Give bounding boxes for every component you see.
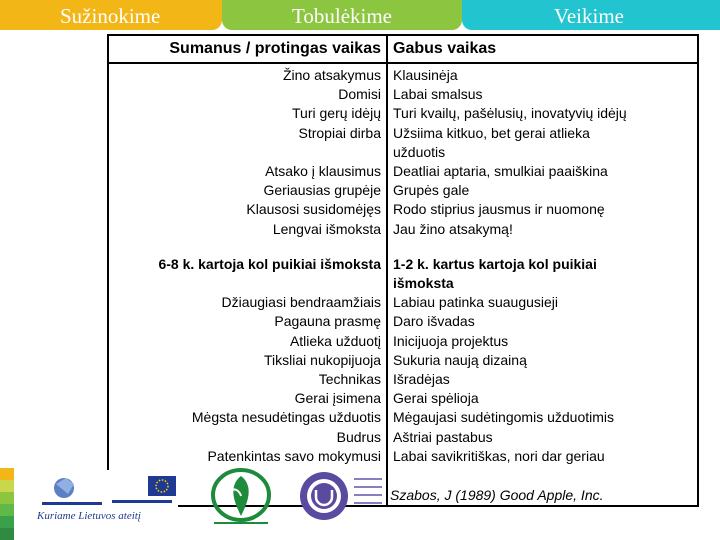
list-item: Budrus	[336, 428, 381, 445]
section-title: išmoksta	[393, 275, 454, 292]
table-row	[108, 63, 698, 506]
list-item: Inicijuoja projektus	[393, 332, 509, 349]
tab-tobulekime[interactable]	[222, 0, 462, 30]
tab-label: Sužinokime	[60, 4, 161, 28]
tab-veikime[interactable]	[462, 0, 720, 30]
comparison-table	[107, 34, 699, 507]
list-item: Labiau patinka suaugusieji	[393, 294, 559, 311]
list-item: Sukuria naują dizainą	[393, 351, 527, 368]
tab-suzinokime[interactable]	[0, 0, 222, 30]
list-item-blank	[114, 274, 381, 293]
list-item: Jau žino atsakymą!	[393, 220, 513, 237]
list-item: Užsiima kitkuo, bet gerai atlieka	[393, 124, 590, 141]
list-item: Geriausias grupėje	[263, 182, 381, 199]
list-item: Išradėjas	[393, 371, 450, 388]
eu-slogan: Kuriame Lietuvos ateitį	[37, 510, 141, 522]
list-item-blank	[393, 466, 692, 485]
list-item: Gerai įsimena	[294, 390, 381, 407]
esf-logo-icon	[36, 470, 178, 510]
list-item: užduotis	[393, 143, 446, 160]
leaf-emblem-icon	[206, 468, 276, 526]
list-item: Aštriai pastabus	[393, 428, 493, 445]
list-item: Domisi	[338, 86, 381, 103]
list-item: Žino atsakymus	[282, 67, 381, 83]
section-title: 6-8 k. kartoja kol puikiai išmoksta	[158, 255, 381, 272]
citation: Szabos, J (1989) Good Apple, Inc.	[390, 487, 604, 503]
header-smart-child: Sumanus / protingas vaikas	[108, 35, 387, 63]
list-item: Turi gerų idėjų	[292, 105, 381, 122]
list-item: Tiksliai nukopijuoja	[264, 351, 381, 368]
spacer	[393, 239, 692, 255]
list-item: Džiaugiasi bendraamžiais	[221, 294, 381, 311]
smart-traits-cell	[108, 63, 387, 506]
list-item: Daro išvadas	[393, 313, 475, 330]
list-item: Technikas	[318, 371, 381, 388]
tab-label: Veikime	[554, 4, 624, 28]
list-item-blank	[114, 143, 381, 162]
list-item: Stropiai dirba	[298, 124, 381, 141]
section-title: 1-2 k. kartus kartoja kol puikiai	[393, 255, 597, 272]
list-item: Grupės gale	[393, 182, 470, 199]
list-item: Klausosi susidomėjęs	[246, 201, 381, 218]
list-item: Rodo stiprius jausmus ir nuomonę	[393, 201, 605, 218]
list-item: Klausinėja	[393, 67, 458, 83]
spacer	[114, 239, 381, 255]
gifted-traits-cell	[387, 63, 698, 506]
decorative-color-bar	[0, 468, 14, 540]
tab-label: Tobulėkime	[292, 4, 393, 28]
header-gifted-child: Gabus vaikas	[387, 35, 698, 63]
list-item: Atsako į klausimus	[265, 163, 381, 180]
list-item: Deatliai aptaria, smulkiai paaiškina	[393, 163, 608, 180]
eu-flag-icon	[148, 476, 176, 496]
list-item: Labai smalsus	[393, 86, 483, 103]
table-header-row	[108, 35, 698, 63]
list-item: Patenkintas savo mokymusi	[207, 447, 381, 464]
list-item: Mėgaujasi sudėtingomis užduotimis	[393, 409, 614, 426]
usc-circle-icon	[298, 470, 388, 522]
list-item: Labai savikritiškas, nori dar geriau	[393, 447, 605, 464]
list-item: Atlieka užduotį	[289, 332, 381, 349]
list-item: Turi kvailų, pašėlusių, inovatyvių idėjų	[393, 105, 627, 122]
list-item: Pagauna prasmę	[274, 313, 381, 330]
list-item: Gerai spėlioja	[393, 390, 479, 407]
list-item: Mėgsta nesudėtingas užduotis	[191, 409, 381, 426]
list-item: Lengvai išmoksta	[272, 220, 381, 237]
